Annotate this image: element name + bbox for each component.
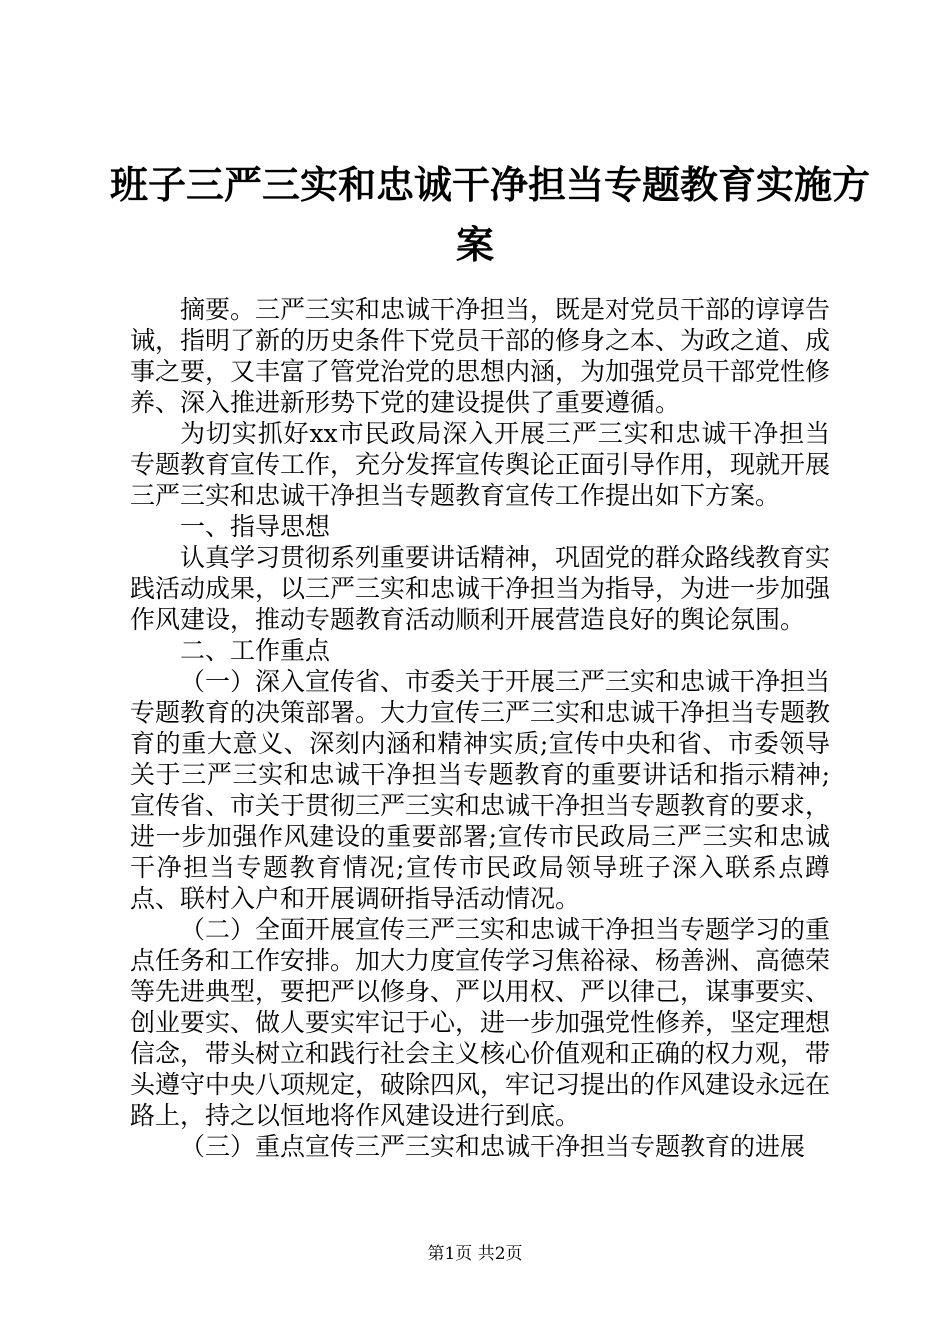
paragraph-item-2: （二）全面开展宣传三严三实和忠诚干净担当专题学习的重点任务和工作安排。加大力度宣传学习焦裕禄、杨善洲、高德荣等先进典型，要把严以修身、严以用权、严以律己，谋事要实、创业要实、做人要实牢记于心，进一步加强党性修养，坚定理想信念，带头树立和践行社会主义核心价值观和正确的权力观，带头遵守中央八项规定，破除四风，牢记习提出的作风建设永远在路上，持之以恒地将作风建设进行到底。 [130, 915, 831, 1130]
document-title-line-2: 案 [455, 222, 494, 267]
paragraph-abstract: 摘要。三严三实和忠诚干净担当，既是对党员干部的谆谆告诫，指明了新的历史条件下党员干部的修身之本、为政之道、成事之要，又丰富了管党治党的思想内涵，为加强党员干部党性修养、深入推进新形势下党的建设提供了重要遵循。 [130, 295, 831, 417]
paragraph-item-3: （三）重点宣传三严三实和忠诚干净担当专题教育的进展 [180, 1132, 806, 1161]
page-footer: 第1页 共2页 [427, 1244, 523, 1264]
document-title-line-1: 班子三严三实和忠诚干净担当专题教育实施方 [110, 162, 871, 207]
section-heading-guiding-thought: 一、指导思想 [180, 512, 331, 541]
document-body [130, 294, 830, 1162]
paragraph-item-1: （一）深入宣传省、市委关于开展三严三实和忠诚干净担当专题教育的决策部署。大力宣传三严三实和忠诚干净担当专题教育的重大意义、深刻内涵和精神实质;宣传中央和省、市委领导关于三严三实和忠诚干净担当专题教育的重要讲话和指示精神;宣传省、市关于贯彻三严三实和忠诚干净担当专题教育的要求，进一步加强作风建设的重要部署;宣传市民政局三严三实和忠诚干净担当专题教育情况;宣传市民政局领导班子深入联系点蹲点、联村入户和开展调研指导活动情况。 [130, 667, 831, 913]
paragraph-intro: 为切实抓好xx市民政局深入开展三严三实和忠诚干净担当专题教育宣传工作，充分发挥宣传舆论正面引导作用，现就开展三严三实和忠诚干净担当专题教育宣传工作提出如下方案。 [130, 419, 831, 510]
section-heading-work-focus: 二、工作重点 [180, 636, 331, 665]
paragraph-guiding-thought: 认真学习贯彻系列重要讲话精神，巩固党的群众路线教育实践活动成果，以三严三实和忠诚干净担当为指导，为进一步加强作风建设，推动专题教育活动顺利开展营造良好的舆论氛围。 [130, 543, 831, 634]
